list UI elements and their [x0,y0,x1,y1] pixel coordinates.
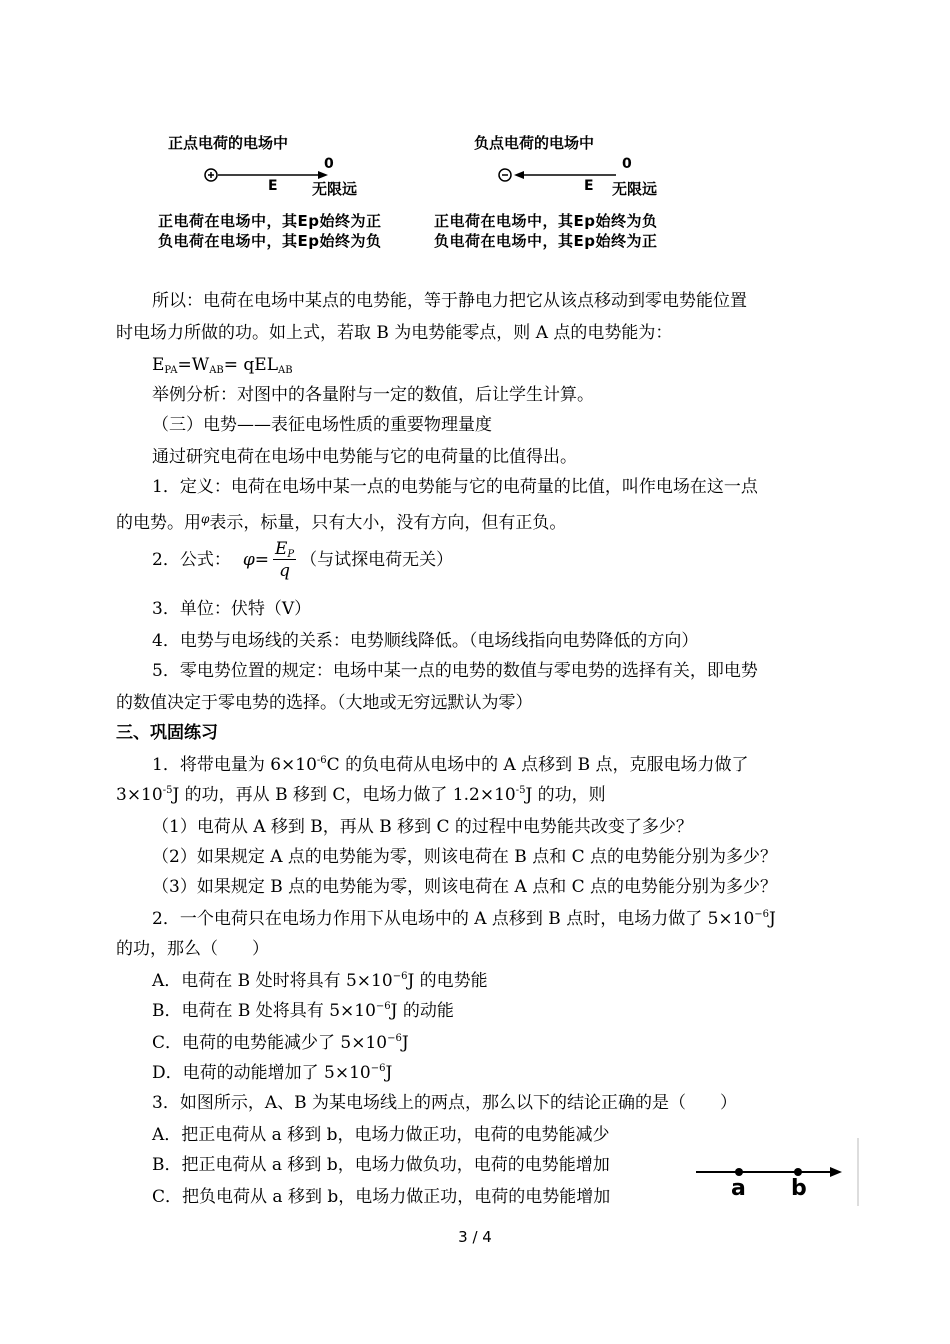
page-number: 3 / 4 [458,1228,492,1246]
definition-2-formula: 2．公式： φ= $\frac{E_P}{q}$ （与试探电荷无关） [152,539,454,581]
right-zero-label: 0 [622,156,632,172]
left-field-label: E [268,178,278,194]
question-1-part-2: （2）如果规定 A 点的电势能为零，则该电荷在 B 点和 C 点的电势能分别为多少？ [152,847,778,867]
question-2b: 的功，那么（ ） [116,939,269,959]
field-arrow-right [514,171,524,179]
right-infinity-label: 无限远 [612,180,658,198]
paragraph-1a: 所以：电荷在电场中某点的电势能，等于静电力把它从该点移动到零电势能位置 [152,291,747,311]
point-b-label: b [791,1176,807,1201]
question-1b: $3\times 10^{-5}J$ 的功，再从 B 移到 C，电场力做了 $1.2\times 10^{-5}J$ 的功，则 [116,785,606,805]
question-1a: 1．将带电量为 $6\times 10^{-6}C$ 的负电荷从电场中的 A 点移到 B 点，克服电场力做了 [152,755,749,775]
question-1-part-1: （1）电荷从 A 移到 B，再从 B 移到 C 的过程中电势能共改变了多少？ [152,817,693,837]
question-2-option-b: B．电荷在 B 处将具有 $5\times 10^{-6}J$ 的动能 [152,1001,454,1021]
left-panel-title: 正点电荷的电场中 [168,134,289,152]
left-zero-label: 0 [324,156,334,172]
potential-fraction: $\frac{E_P}{q}$ [274,539,295,581]
paragraph-1b: 时电场力所做的功。如上式，若取 B 为电势能零点，则 A 点的电势能为： [116,323,673,343]
point-a-label: a [731,1176,746,1201]
question-2-option-c: C．电荷的电势能减少了 $5\times 10^{-6}J$ [152,1033,409,1053]
point-a [735,1168,743,1176]
field-line-figure [690,1138,860,1208]
question-2-option-d: D．电荷的动能增加了 $5\times 10^{-6}J$ [152,1063,393,1083]
question-3-option-c: C．把负电荷从 a 移到 b，电场力做正功，电荷的电势能增加 [152,1187,611,1207]
left-note-2: 负电荷在电场中，其Ep始终为负 [158,232,382,250]
question-3-option-a: A．把正电荷从 a 移到 b，电场力做正功，电荷的电势能减少 [152,1125,610,1145]
right-field-label: E [584,178,594,194]
definition-4: 4．电势与电场线的关系：电势顺线降低。（电场线指向电势降低的方向） [152,631,699,651]
formula-epa: $E_{PA}=W_{AB}= qEL_{AB}$ [152,355,293,376]
definition-1b: 的电势。用$^\varphi$表示，标量，只有大小，没有方向，但有正负。 [116,512,567,533]
question-2-option-a: A．电荷在 B 处时将具有 $5\times 10^{-6}J$ 的电势能 [152,971,488,991]
definition-1a: 1．定义：电荷在电场中某一点的电势能与它的电荷量的比值，叫作电场在这一点 [152,477,758,497]
right-note-2: 负电荷在电场中，其Ep始终为正 [434,232,658,250]
definition-5a: 5．零电势位置的规定：电场中某一点的电势的数值与零电势的选择有关，即电势 [152,661,758,681]
question-1-part-3: （3）如果规定 B 点的电势能为零，则该电荷在 A 点和 C 点的电势能分别为多少？ [152,877,778,897]
section-potential-title: （三）电势——表征电场性质的重要物理量度 [152,415,492,435]
left-note-1: 正电荷在电场中，其Ep始终为正 [158,212,382,230]
paragraph-2: 举例分析：对图中的各量附与一定的数值，后让学生计算。 [152,385,594,405]
left-infinity-label: 无限远 [312,180,358,198]
field-line-graphics [690,1138,860,1208]
right-note-1: 正电荷在电场中，其Ep始终为负 [434,212,658,230]
point-b [794,1168,802,1176]
paragraph-4: 通过研究电荷在电场中电势能与它的电荷量的比值得出。 [152,447,577,467]
field-direction-arrow [830,1167,842,1177]
right-panel-title: 负点电荷的电场中 [474,134,595,152]
question-2a: 2．一个电荷只在电场力作用下从电场中的 A 点移到 B 点时，电场力做了 $5\times 10^{-6}J$ [152,909,776,929]
question-3: 3．如图所示，A、B 为某电场线上的两点，那么以下的结论正确的是（ ） [152,1093,737,1113]
definition-5b: 的数值决定于零电势的选择。（大地或无穷远默认为零） [116,693,533,713]
question-3-option-b: B．把正电荷从 a 移到 b，电场力做负功，电荷的电势能增加 [152,1155,610,1175]
section-heading-practice: 三、巩固练习 [116,723,218,743]
field-figure [152,126,688,258]
definition-3: 3．单位：伏特（V） [152,599,312,619]
